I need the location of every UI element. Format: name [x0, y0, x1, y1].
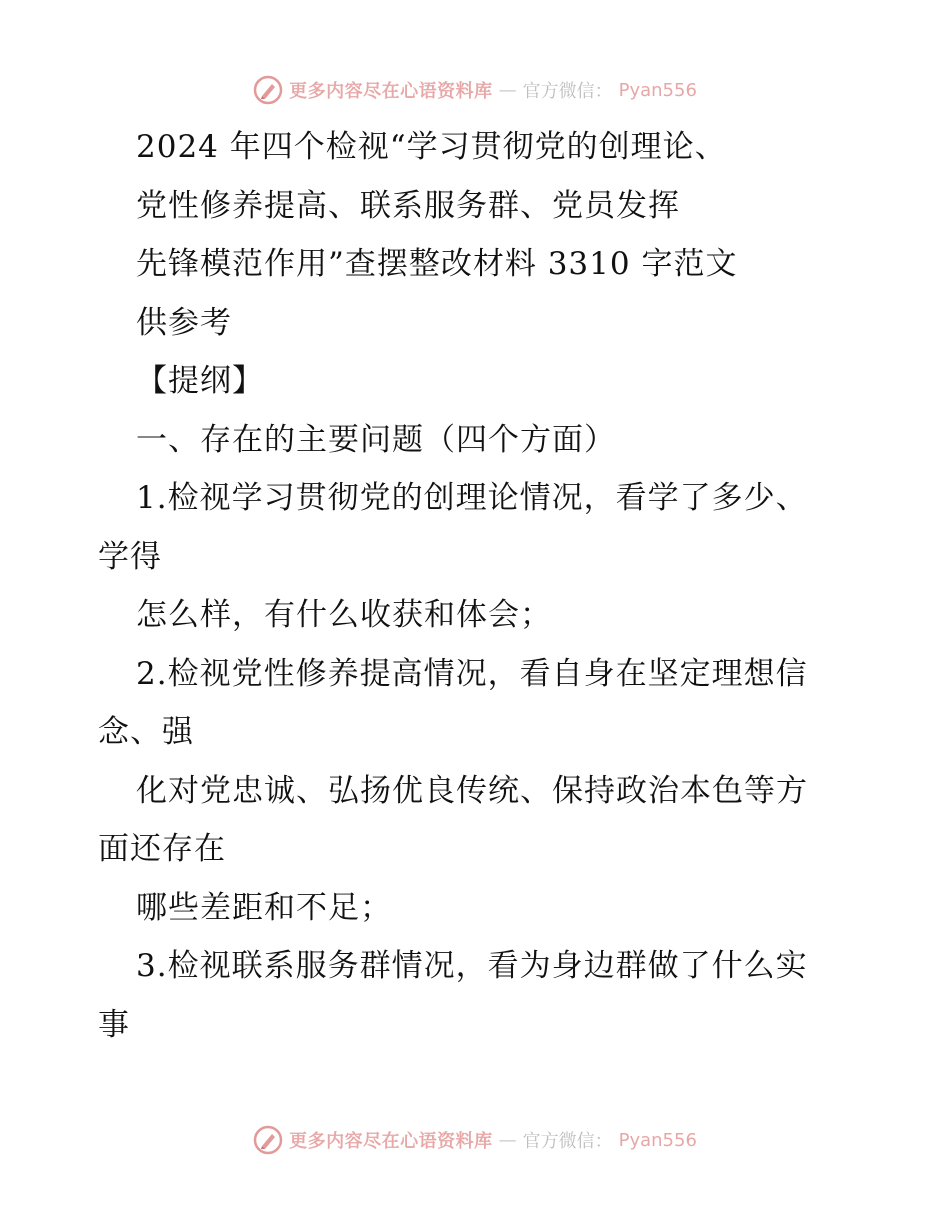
watermark-dash: — [498, 1129, 517, 1151]
watermark-id: Pyan556 [618, 79, 697, 101]
header-watermark [0, 70, 950, 110]
title-line-1: 2024 年四个检视“学习贯彻党的创理论、 [136, 129, 727, 165]
watermark-label: 官方微信： [522, 1131, 613, 1152]
watermark-label: 官方微信： [522, 81, 613, 102]
outline-heading: 【提纲】 [136, 363, 264, 399]
body-line: 1.检视学习贯彻党的创理论情况，看学了多少、 [136, 480, 808, 516]
body-line: 面还存在 [98, 831, 226, 867]
title-line-4: 供参考 [136, 304, 232, 341]
body-line: 化对党忠诚、弘扬优良传统、保持政治本色等方 [136, 772, 808, 809]
body-line: 2.检视党性修养提高情况，看自身在坚定理想信 [136, 655, 808, 692]
title-line-2: 党性修养提高、联系服务群、党员发挥 [136, 187, 680, 224]
section-heading: 一、存在的主要问题（四个方面） [136, 421, 616, 458]
body-line: 念、强 [98, 714, 194, 750]
title-line-3: 先锋模范作用”查摆整改材料 3310 字范文 [136, 246, 738, 282]
body-line: 怎么样，有什么收获和体会； [136, 597, 552, 633]
pen-logo-icon [253, 75, 283, 105]
pen-logo-icon [253, 1125, 283, 1155]
watermark-dash: — [498, 79, 517, 101]
body-line: 事 [98, 1006, 130, 1043]
watermark-brand: 更多内容尽在心语资料库 [289, 81, 493, 102]
watermark-brand: 更多内容尽在心语资料库 [289, 1131, 493, 1152]
document-body [98, 118, 858, 1054]
body-line: 哪些差距和不足； [136, 889, 392, 926]
footer-watermark [0, 1120, 950, 1160]
body-line: 学得 [98, 538, 162, 575]
body-line: 3.检视联系服务群情况，看为身边群做了什么实 [136, 948, 808, 984]
watermark-id: Pyan556 [618, 1129, 697, 1151]
body-paragraphs [98, 469, 858, 1054]
